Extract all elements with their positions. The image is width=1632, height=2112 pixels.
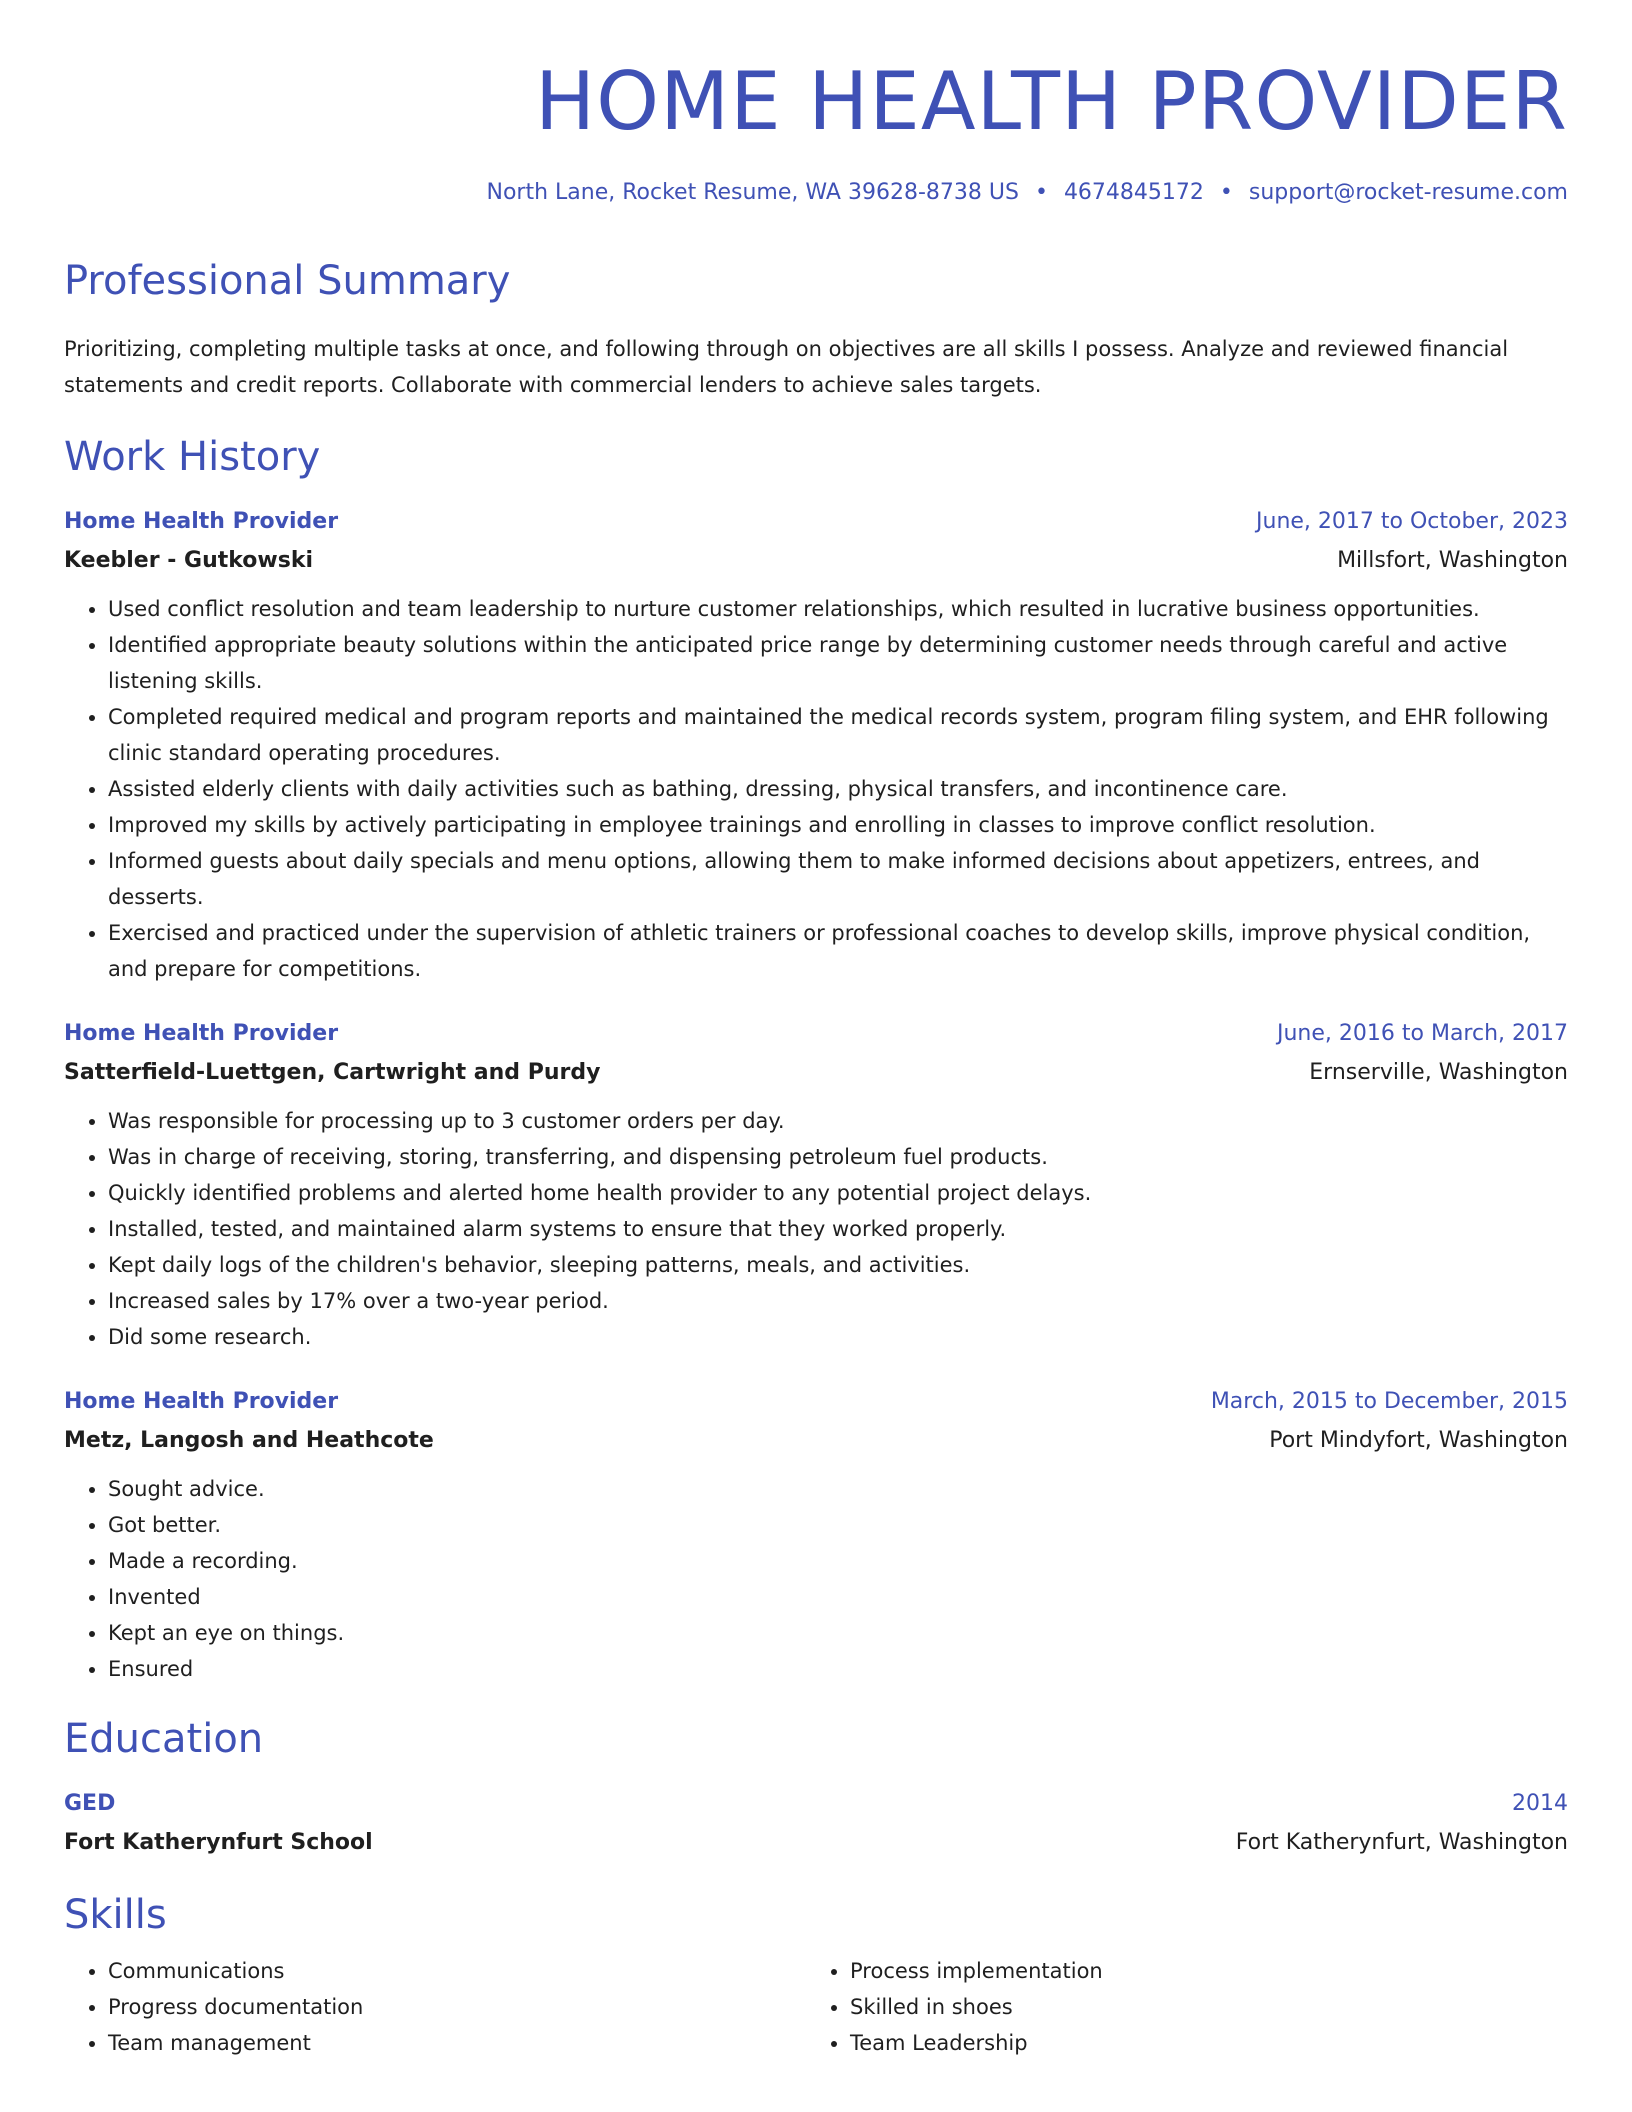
job-bullet: • Got better.: [108, 1507, 1568, 1543]
job-location: Ernserville, Washington: [1309, 1060, 1568, 1085]
job-bullet: • Quickly identified problems and alerted home health provider to any potential project delays.: [108, 1175, 1568, 1211]
job-bullet: • Sought advice.: [108, 1471, 1568, 1507]
work-history-list: [64, 509, 1568, 1687]
job-bullet: • Used conflict resolution and team leadership to nurture customer relationships, which resulted in lucrative business opportunities.: [108, 591, 1568, 627]
job-bullet: • Improved my skills by actively participating in employee trainings and enrolling in classes to improve conflict resolution.: [108, 807, 1568, 843]
education-heading: Education: [64, 1716, 264, 1762]
job-bullet: • Kept daily logs of the children's behavior, sleeping patterns, meals, and activities.: [108, 1247, 1568, 1283]
skill-item: • Team management: [108, 2025, 806, 2061]
job-company-row: [64, 548, 1568, 573]
skills-column-left: [64, 1953, 806, 2061]
resume-name: HOME HEALTH PROVIDER: [534, 55, 1568, 148]
job-entry: [64, 1389, 1568, 1687]
education-entry: [64, 1791, 1568, 1855]
job-location: Millsfort, Washington: [1337, 548, 1568, 573]
job-bullet: • Kept an eye on things.: [108, 1615, 1568, 1651]
job-role: Home Health Provider: [64, 1021, 339, 1046]
job-company: Metz, Langosh and Heathcote: [64, 1428, 434, 1453]
job-location: Port Mindyfort, Washington: [1269, 1428, 1568, 1453]
contact-separator: •: [1034, 180, 1048, 205]
job-company-row: [64, 1428, 1568, 1453]
job-dates: June, 2016 to March, 2017: [1277, 1021, 1568, 1046]
contact-phone: 4674845172: [1063, 180, 1204, 205]
job-company-row: [64, 1060, 1568, 1085]
job-dates: June, 2017 to October, 2023: [1256, 509, 1568, 534]
job-bullets: [64, 1103, 1568, 1355]
job-header-row: [64, 1021, 1568, 1046]
job-company: Satterfield-Luettgen, Cartwright and Purdy: [64, 1060, 601, 1085]
job-bullet: • Assisted elderly clients with daily activities such as bathing, dressing, physical transfers, and incontinence care.: [108, 771, 1568, 807]
job-bullet: • Did some research.: [108, 1319, 1568, 1355]
job-bullet: • Completed required medical and program reports and maintained the medical records system, program filing system, and EHR following clinic standard operating procedures.: [108, 699, 1568, 771]
summary-text: Prioritizing, completing multiple tasks at once, and following through on objectives are all skills I possess. Analyze and reviewed financial statements and credit reports. Collaborate with commercial lenders to achieve sales targets.: [64, 337, 1509, 397]
job-bullet: • Invented: [108, 1579, 1568, 1615]
skill-item: • Communications: [108, 1953, 806, 1989]
job-bullet: • Was in charge of receiving, storing, transferring, and dispensing petroleum fuel products.: [108, 1139, 1568, 1175]
job-role: Home Health Provider: [64, 509, 339, 534]
education-year: 2014: [1512, 1791, 1568, 1816]
skills-column-right: [806, 1953, 1548, 2061]
job-header-row: [64, 1389, 1568, 1414]
education-location: Fort Katherynfurt, Washington: [1235, 1830, 1568, 1855]
education-header-row: [64, 1791, 1568, 1816]
skill-item: • Skilled in shoes: [850, 1989, 1548, 2025]
contact-line: [64, 180, 1568, 205]
job-entry: [64, 1021, 1568, 1355]
work-history-heading: Work History: [64, 434, 321, 480]
education-degree: GED: [64, 1791, 116, 1816]
job-bullets: [64, 591, 1568, 987]
education-school: Fort Katherynfurt School: [64, 1830, 373, 1855]
skills-list: [64, 1953, 1568, 2061]
contact-email: support@rocket-resume.com: [1248, 180, 1568, 205]
job-bullet: • Informed guests about daily specials and menu options, allowing them to make informed decisions about appetizers, entrees, and desserts.: [108, 843, 1568, 915]
job-entry: [64, 509, 1568, 987]
summary-heading: Professional Summary: [64, 258, 511, 304]
job-role: Home Health Provider: [64, 1389, 339, 1414]
job-bullet: • Installed, tested, and maintained alarm systems to ensure that they worked properly.: [108, 1211, 1568, 1247]
skills-heading: Skills: [64, 1892, 167, 1938]
job-bullets: [64, 1471, 1568, 1687]
education-school-row: [64, 1830, 1568, 1855]
skill-item: • Progress documentation: [108, 1989, 806, 2025]
skill-item: • Team Leadership: [850, 2025, 1548, 2061]
job-bullet: • Identified appropriate beauty solutions within the anticipated price range by determining customer needs through careful and active listening skills.: [108, 627, 1568, 699]
job-bullet: • Increased sales by 17% over a two-year period.: [108, 1283, 1568, 1319]
contact-address: North Lane, Rocket Resume, WA 39628-8738 US: [486, 180, 1019, 205]
job-company: Keebler - Gutkowski: [64, 548, 313, 573]
job-bullet: • Ensured: [108, 1651, 1568, 1687]
skill-item: • Process implementation: [850, 1953, 1548, 1989]
job-bullet: • Exercised and practiced under the supervision of athletic trainers or professional coaches to develop skills, improve physical condition, and prepare for competitions.: [108, 915, 1568, 987]
job-bullet: • Made a recording.: [108, 1543, 1568, 1579]
job-dates: March, 2015 to December, 2015: [1210, 1389, 1568, 1414]
job-header-row: [64, 509, 1568, 534]
job-bullet: • Was responsible for processing up to 3 customer orders per day.: [108, 1103, 1568, 1139]
contact-separator: •: [1219, 180, 1233, 205]
